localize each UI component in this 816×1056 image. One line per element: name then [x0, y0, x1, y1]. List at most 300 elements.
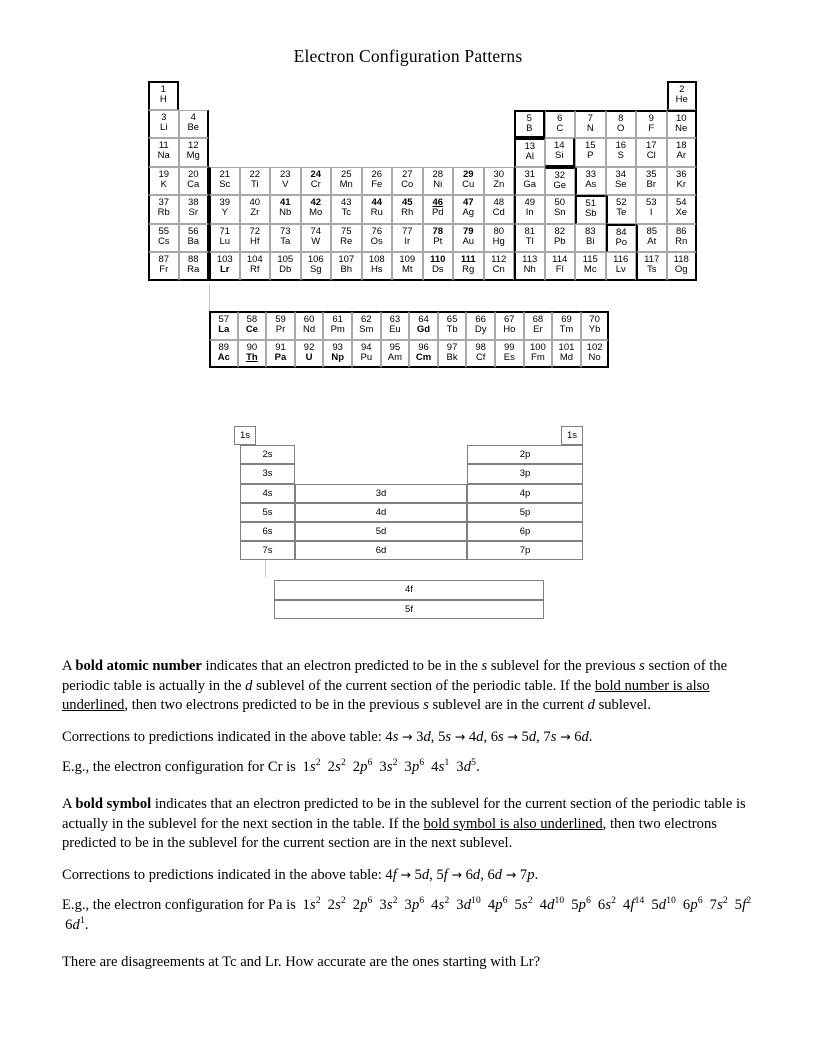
element-cell-Zr [240, 195, 271, 224]
element-cell-No [581, 340, 610, 369]
element-symbol: Th [246, 351, 258, 363]
element-cell-Bh [331, 252, 362, 281]
element-symbol: Ac [217, 351, 230, 363]
atomic-number: 50 [554, 197, 566, 208]
element-cell-Hg [484, 224, 515, 253]
atomic-number: 24 [310, 168, 322, 180]
atomic-number: 70 [589, 314, 600, 325]
element-cell-Rh [392, 195, 423, 224]
orbital-cell-4d: 4d [295, 503, 467, 522]
element-symbol: Rh [401, 207, 414, 219]
element-symbol: Cr [310, 178, 321, 190]
element-cell-Ac [209, 340, 238, 369]
atomic-number: 57 [218, 314, 230, 325]
atomic-number: 55 [158, 225, 170, 237]
element-cell-Pu [352, 340, 381, 369]
element-symbol: Lu [219, 235, 231, 247]
atomic-number: 43 [340, 197, 352, 208]
element-symbol: Nh [523, 264, 536, 276]
element-cell-Pm [323, 311, 352, 340]
orbital-cell-5s: 5s [240, 503, 295, 522]
element-symbol: Tm [559, 324, 574, 336]
p1-i4: s [423, 697, 429, 714]
element-symbol: Fl [555, 264, 564, 276]
element-symbol: Lv [615, 264, 626, 276]
element-cell-Mg [179, 138, 210, 167]
atomic-number: 47 [462, 197, 474, 208]
atomic-number: 17 [645, 140, 657, 151]
atomic-number: 10 [675, 112, 687, 124]
element-cell-Br [636, 167, 667, 196]
atomic-number: 42 [310, 197, 322, 208]
element-symbol: Pu [360, 351, 373, 363]
element-symbol: W [311, 235, 321, 247]
element-symbol: Mg [186, 150, 200, 162]
element-cell-Tl [514, 224, 545, 253]
element-cell-Yb [581, 311, 610, 340]
p1-i3: d [245, 677, 253, 694]
atomic-number: 107 [338, 254, 355, 265]
orbital-cell-7s: 7s [240, 541, 295, 560]
element-cell-Na [148, 138, 179, 167]
p2-lead: Corrections to predictions indicated in the above table: [62, 728, 386, 745]
element-cell-Cn [484, 252, 515, 281]
element-symbol: Al [525, 151, 534, 163]
element-symbol: Zr [250, 207, 260, 219]
element-cell-Mo [301, 195, 332, 224]
p1-i1: s [481, 658, 488, 674]
element-symbol: Co [401, 178, 414, 190]
element-symbol: Pa [274, 351, 287, 363]
element-cell-Ts [636, 252, 667, 281]
element-symbol: Ga [523, 178, 537, 190]
atomic-number: 101 [558, 341, 575, 353]
element-symbol: I [649, 207, 653, 219]
element-cell-Ru [362, 195, 393, 224]
atomic-number: 75 [340, 225, 352, 237]
element-symbol: Pd [431, 207, 444, 219]
orbital-block-diagram [234, 426, 584, 616]
element-cell-H [148, 81, 179, 110]
explanatory-text [62, 657, 752, 983]
element-symbol: Hf [250, 235, 260, 247]
atomic-number: 72 [249, 225, 261, 237]
atomic-number: 27 [401, 168, 413, 180]
element-cell-I [636, 195, 667, 224]
element-cell-Ag [453, 195, 484, 224]
atomic-number: 25 [340, 168, 352, 180]
element-symbol: Cf [475, 351, 486, 363]
atomic-number: 117 [644, 254, 660, 265]
element-cell-Al [514, 138, 545, 167]
element-symbol: Bi [586, 235, 595, 247]
element-symbol: Fr [159, 264, 169, 276]
element-symbol: Rf [250, 264, 260, 276]
element-symbol: Fm [531, 351, 545, 363]
element-symbol: Ar [676, 150, 686, 162]
atomic-number: 97 [446, 341, 458, 353]
element-cell-Co [392, 167, 423, 196]
element-symbol: Tl [525, 235, 534, 247]
element-cell-F [636, 110, 667, 139]
f-block-connector-line [209, 285, 210, 311]
element-symbol: Cu [462, 178, 475, 190]
atomic-number: 79 [462, 225, 474, 237]
element-symbol: Pm [330, 324, 345, 336]
element-symbol: Cd [492, 207, 505, 219]
periodic-table [148, 81, 689, 285]
element-cell-Ta [270, 224, 301, 253]
element-symbol: Eu [389, 324, 401, 336]
element-symbol: Ni [433, 178, 443, 190]
atomic-number: 20 [187, 168, 199, 180]
element-cell-He [667, 81, 698, 110]
element-symbol: Na [157, 150, 170, 162]
element-cell-Ce [238, 311, 267, 340]
atomic-number: 114 [552, 254, 568, 265]
p5-corrections: 4f → 5d, 5f → 6d, 6d → 7p. [385, 866, 539, 883]
element-cell-Xe [667, 195, 698, 224]
atomic-number: 99 [504, 341, 515, 353]
atomic-number: 89 [218, 341, 230, 353]
atomic-number: 87 [158, 254, 170, 265]
p1-e: , then two electrons predicted to be in the previous [124, 697, 424, 714]
element-symbol: Bh [340, 264, 353, 276]
atomic-number: 94 [361, 341, 372, 353]
element-cell-Y [209, 195, 240, 224]
element-cell-Nd [295, 311, 324, 340]
element-symbol: Tb [446, 324, 458, 336]
atomic-number: 52 [615, 197, 627, 208]
element-cell-Rg [453, 252, 484, 281]
atomic-number: 83 [584, 225, 596, 237]
atomic-number: 110 [430, 254, 446, 265]
orbital-cell-4p: 4p [467, 484, 583, 503]
element-symbol: Sr [188, 207, 198, 219]
atomic-number: 98 [475, 341, 486, 353]
element-symbol: Zn [493, 178, 505, 190]
element-symbol: Sg [309, 264, 322, 276]
element-cell-Ho [495, 311, 524, 340]
element-cell-Be [179, 110, 210, 139]
atomic-number: 38 [187, 197, 199, 208]
element-cell-Ir [392, 224, 423, 253]
element-cell-Mn [331, 167, 362, 196]
element-cell-Hs [362, 252, 393, 281]
element-cell-Au [453, 224, 484, 253]
atomic-number: 91 [275, 341, 286, 353]
atomic-number: 51 [585, 198, 597, 209]
element-cell-U [295, 340, 324, 369]
atomic-number: 111 [460, 254, 476, 265]
element-symbol: Ru [370, 207, 383, 219]
element-cell-V [270, 167, 301, 196]
atomic-number: 56 [187, 225, 199, 237]
p3-lead: E.g., the electron configuration for Cr is [62, 759, 300, 776]
paragraph-s-to-d-corrections [62, 727, 752, 748]
atomic-number: 109 [399, 254, 416, 265]
element-cell-Fr [148, 252, 179, 281]
element-symbol: In [525, 207, 534, 219]
atomic-number: 31 [524, 168, 536, 180]
element-symbol: At [647, 235, 657, 247]
element-symbol: Np [331, 351, 345, 363]
atomic-number: 93 [332, 341, 343, 353]
atomic-number: 23 [279, 168, 291, 180]
paragraph-cr-example [62, 758, 752, 778]
element-cell-Zn [484, 167, 515, 196]
element-symbol: Ca [187, 178, 200, 190]
element-cell-Lr [209, 252, 240, 281]
atomic-number: 12 [187, 140, 199, 151]
atomic-number: 74 [310, 225, 322, 237]
atomic-number: 30 [493, 168, 505, 180]
atomic-number: 19 [158, 168, 170, 180]
atomic-number: 13 [524, 141, 536, 152]
element-symbol: Au [462, 235, 475, 247]
element-cell-Sm [352, 311, 381, 340]
element-symbol: Rg [462, 264, 475, 276]
atomic-number: 37 [158, 197, 170, 208]
element-symbol: Yb [588, 324, 601, 336]
element-symbol: B [526, 122, 533, 134]
element-symbol: Br [646, 178, 656, 190]
element-symbol: Be [187, 121, 200, 133]
element-symbol: Fe [371, 178, 383, 190]
element-symbol: Xe [675, 207, 688, 219]
element-symbol: Tc [341, 207, 351, 219]
element-symbol: Nb [279, 207, 292, 219]
cr-configuration: $1s^2$ $2s^2$ $2p^6$ $3s^2$ $3p^6$ $4s^1$ $3d^5$. [299, 758, 480, 776]
element-cell-La [209, 311, 238, 340]
paragraph-pa-example [62, 896, 752, 935]
element-symbol: S [617, 150, 624, 162]
element-symbol: P [587, 150, 594, 162]
orbital-cell-2p: 2p [467, 445, 583, 464]
element-cell-Fe [362, 167, 393, 196]
element-cell-Sb [575, 195, 606, 224]
element-cell-Cm [409, 340, 438, 369]
atomic-number: 53 [645, 197, 657, 208]
element-cell-Sc [209, 167, 240, 196]
element-cell-Nh [514, 252, 545, 281]
element-symbol: Cs [157, 235, 170, 247]
atomic-number: 118 [673, 254, 689, 265]
element-symbol: Hg [492, 235, 505, 247]
element-cell-S [606, 138, 637, 167]
element-cell-In [514, 195, 545, 224]
element-cell-Es [495, 340, 524, 369]
element-cell-Pd [423, 195, 454, 224]
element-symbol: Ce [245, 324, 258, 336]
p1-f: sublevel are in the current [428, 697, 588, 714]
p4-underlined-phrase: bold symbol is also underlined [423, 815, 603, 832]
element-cell-O [606, 110, 637, 139]
atomic-number: 108 [368, 254, 385, 265]
element-cell-Bk [438, 340, 467, 369]
element-cell-C [545, 110, 576, 139]
atomic-number: 88 [187, 254, 199, 265]
element-symbol: Og [674, 264, 688, 276]
p6-lead: E.g., the electron configuration for Pa is [62, 897, 300, 914]
atomic-number: 5 [526, 112, 532, 124]
p1-g: sublevel. [594, 697, 651, 714]
p1-lead: A [62, 658, 76, 674]
orbital-cell-1s-right: 1s [561, 426, 583, 445]
atomic-number: 71 [219, 225, 231, 237]
atomic-number: 68 [532, 314, 544, 325]
element-cell-Re [331, 224, 362, 253]
element-symbol: Er [533, 324, 543, 336]
element-symbol: Mo [309, 207, 323, 219]
atomic-number: 41 [279, 197, 291, 208]
atomic-number: 22 [249, 168, 261, 180]
element-cell-Ca [179, 167, 210, 196]
element-cell-Cd [484, 195, 515, 224]
element-cell-Er [524, 311, 553, 340]
atomic-number: 44 [371, 197, 383, 208]
atomic-number: 103 [216, 254, 233, 265]
element-cell-Po [606, 224, 637, 253]
element-symbol: Sc [219, 178, 231, 190]
element-symbol: Mc [583, 264, 597, 276]
atomic-number: 2 [679, 84, 685, 95]
orbital-cell-6p: 6p [467, 522, 583, 541]
atomic-number: 116 [613, 254, 629, 265]
element-cell-Tm [552, 311, 581, 340]
atomic-number: 54 [675, 197, 687, 208]
orbital-cell-6s: 6s [240, 522, 295, 541]
atomic-number: 34 [615, 168, 627, 180]
atomic-number: 49 [524, 197, 536, 208]
element-symbol: Li [160, 121, 168, 133]
atomic-number: 29 [462, 168, 474, 180]
element-symbol: La [218, 324, 230, 336]
atomic-number: 40 [249, 197, 261, 208]
atomic-number: 16 [615, 140, 627, 151]
atomic-number: 76 [371, 225, 383, 237]
p1-bold-phrase: bold atomic number [75, 658, 202, 674]
atomic-number: 59 [275, 314, 286, 325]
element-symbol: He [675, 94, 688, 106]
element-cell-Ba [179, 224, 210, 253]
atomic-number: 58 [246, 314, 258, 325]
element-cell-Ra [179, 252, 210, 281]
element-cell-K [148, 167, 179, 196]
element-symbol: Hs [370, 264, 383, 276]
element-symbol: Ag [462, 207, 475, 219]
element-symbol: Db [279, 264, 292, 276]
atomic-number: 3 [161, 111, 167, 123]
p4-b: , then two electrons predicted to be in the sublevel for the current section are in the next sublevel. [62, 815, 717, 852]
orbital-cell-5f: 5f [274, 600, 544, 619]
element-cell-Lv [606, 252, 637, 281]
element-symbol: Ir [404, 235, 411, 247]
atomic-number: 95 [389, 341, 401, 353]
atomic-number: 9 [648, 112, 654, 124]
atomic-number: 45 [401, 197, 413, 208]
orbital-cell-3s: 3s [240, 464, 295, 483]
element-symbol: V [282, 178, 289, 190]
p2-corrections: 4s → 3d, 5s → 4d, 6s → 5d, 7s → 6d. [385, 728, 593, 745]
atomic-number: 1 [160, 84, 166, 95]
atomic-number: 112 [491, 254, 507, 265]
element-symbol: U [305, 351, 313, 363]
pa-configuration: $1s^2$ $2s^2$ $2p^6$ $3s^2$ $3p^6$ $4s^2$ $3d^{10}$ $4p^6$ $5s^2$ $4d^{10}$ $5p^6$ $6s^2$ $4f^{14}$ $5d^{10}$ $6p^6$ $7s^2$ $5f^2$ $6d^1$. [62, 896, 752, 933]
element-symbol: Ba [187, 235, 200, 247]
element-cell-Pr [266, 311, 295, 340]
element-symbol: Re [340, 235, 353, 247]
orbital-cell-6d: 6d [295, 541, 467, 560]
atomic-number: 85 [646, 225, 658, 237]
atomic-number: 11 [158, 140, 169, 151]
element-symbol: Es [503, 351, 515, 363]
element-symbol: Cm [415, 351, 432, 363]
orbital-cell-5p: 5p [467, 503, 583, 522]
element-symbol: Mt [401, 264, 413, 276]
element-symbol: Po [615, 236, 628, 248]
element-symbol: N [586, 122, 594, 134]
f-block-table [209, 311, 609, 369]
element-symbol: Kr [676, 178, 686, 190]
orbital-cell-4s: 4s [240, 484, 295, 503]
orbital-cell-3d: 3d [295, 484, 467, 503]
element-symbol: Sb [584, 208, 597, 220]
atomic-number: 90 [246, 341, 258, 353]
atomic-number: 64 [418, 314, 429, 325]
element-cell-Pb [545, 224, 576, 253]
paragraph-bold-atomic-number [62, 657, 752, 716]
paragraph-f-to-d-corrections [62, 865, 752, 886]
element-cell-Cf [466, 340, 495, 369]
p4-a: indicates that an electron predicted to be in the sublevel for the current section of the periodic table is actually in the sublevel for the next section in the table. If the [62, 795, 746, 832]
element-cell-Md [552, 340, 581, 369]
atomic-number: 15 [584, 140, 596, 151]
element-cell-Tc [331, 195, 362, 224]
element-cell-Pa [266, 340, 295, 369]
atomic-number: 115 [582, 254, 598, 265]
atomic-number: 67 [504, 314, 515, 325]
element-cell-P [575, 138, 606, 167]
element-cell-At [636, 224, 667, 253]
atomic-number: 73 [279, 225, 291, 237]
atomic-number: 33 [585, 168, 597, 180]
element-cell-Sr [179, 195, 210, 224]
atomic-number: 92 [303, 341, 315, 353]
atomic-number: 100 [529, 341, 546, 353]
element-cell-N [575, 110, 606, 139]
element-symbol: Y [221, 207, 228, 219]
element-symbol: Sn [553, 207, 566, 219]
element-cell-Fl [545, 252, 576, 281]
p1-b: sublevel for the previous [487, 658, 640, 674]
element-symbol: Pr [275, 324, 286, 336]
element-cell-Os [362, 224, 393, 253]
atomic-number: 39 [219, 197, 231, 208]
element-cell-Rb [148, 195, 179, 224]
orbital-cell-4f: 4f [274, 580, 544, 599]
atomic-number: 65 [446, 314, 458, 325]
page-title: Electron Configuration Patterns [293, 46, 523, 66]
element-cell-Sn [545, 195, 576, 224]
element-cell-Mc [575, 252, 606, 281]
p5-lead: Corrections to predictions indicated in the above table: [62, 866, 386, 883]
atomic-number: 113 [522, 254, 538, 265]
element-cell-Nb [270, 195, 301, 224]
element-symbol: Gd [416, 324, 431, 336]
element-cell-Cr [301, 167, 332, 196]
element-symbol: Os [370, 235, 383, 247]
